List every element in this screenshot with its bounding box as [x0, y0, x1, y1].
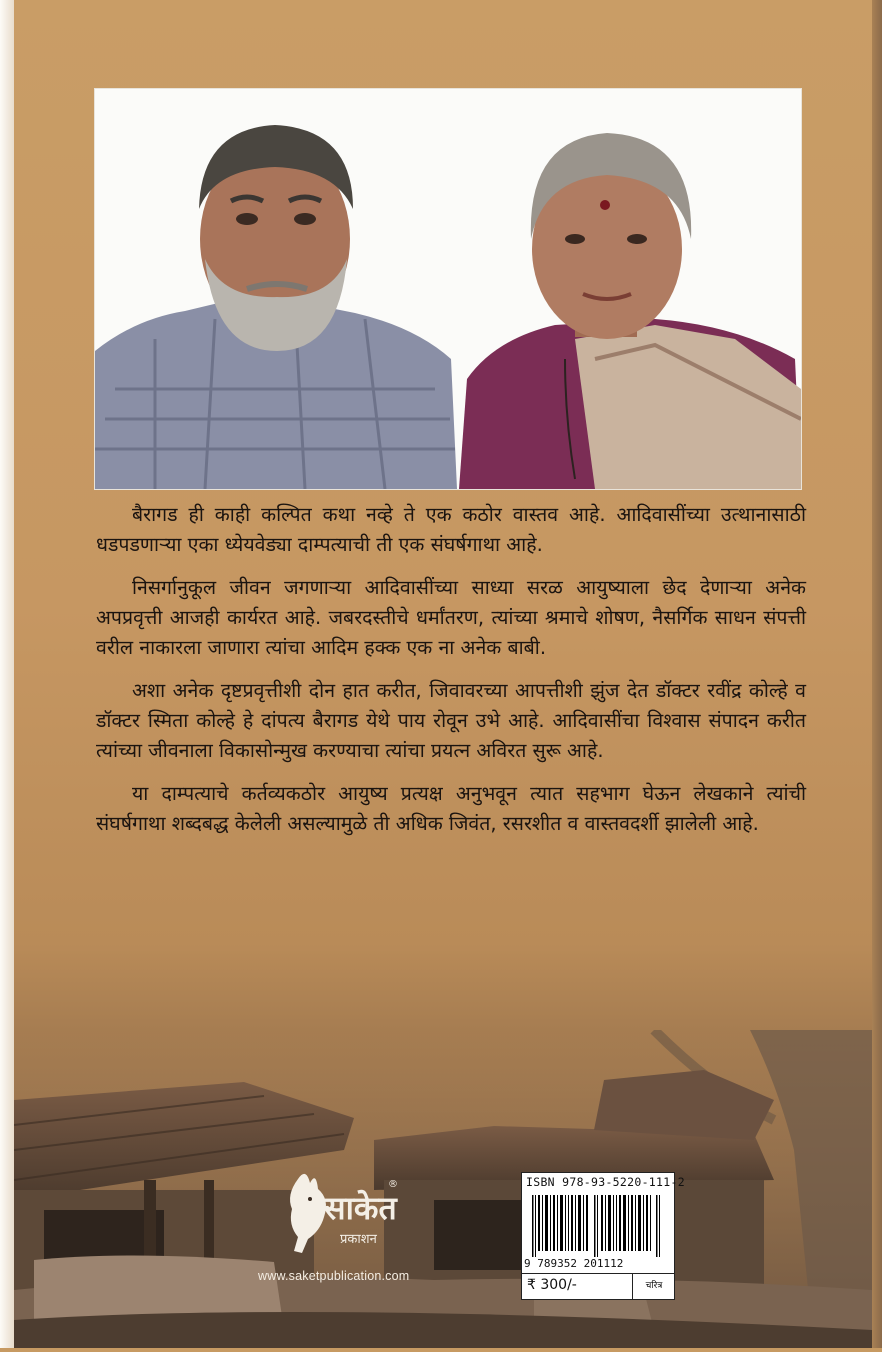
price: ₹ 300/- — [527, 1277, 577, 1293]
barcode-icon — [532, 1195, 664, 1257]
couple-portrait-illustration — [95, 89, 801, 489]
cover-right-edge — [872, 0, 882, 1348]
rabbit-logo-icon — [280, 1165, 400, 1265]
price-row — [522, 1273, 674, 1299]
registered-mark: ® — [388, 1179, 398, 1190]
cover-left-edge — [0, 0, 14, 1348]
blurb-paragraph-1: बैरागड ही काही कल्पित कथा नव्हे ते एक कठोर वास्तव आहे. आदिवासींच्या उत्थानासाठी धडपडणाऱ्या एका ध्येयवेड्या दाम्पत्याची ती एक संघर्षगाथा आहे. — [96, 503, 806, 556]
publisher-logo-text: साकेत — [324, 1189, 397, 1227]
blurb-paragraph-3: अशा अनेक दृष्टप्रवृत्तीशी दोन हात करीत, जिवावरच्या आपत्तीशी झुंज देत डॉक्टर रवींद्र कोल्हे व डॉक्टर स्मिता कोल्हे हे दांपत्य बैरागड येथे पाय रोवून उभे आहे. आदिवासींचा विश्वास संपादन करीत त्यांच्या जीवनाला विकासोन्मुख करण्याचा त्यांचा प्रयत्न अविरत सुरू आहे. — [96, 679, 806, 762]
blurb — [96, 500, 806, 852]
isbn-barcode-panel — [521, 1172, 685, 1300]
village-huts-illustration — [14, 1030, 872, 1348]
village-scene-image — [14, 1030, 872, 1348]
publisher-logo-subtext: प्रकाशन — [340, 1232, 377, 1247]
publisher-logo — [280, 1165, 400, 1265]
blurb-paragraph-2: निसर्गानुकूल जीवन जगणाऱ्या आदिवासींच्या साध्या सरळ आयुष्याला छेद देणाऱ्या अनेक अपप्रवृत्ती आजही कार्यरत आहे. जबरदस्तीचे धर्मांतरण, त्यांच्या श्रमाचे शोषण, नैसर्गिक साधन संपत्ती वरील नाकारला जाणारा त्यांचा आदिम हक्क एक ना अनेक बाबी. — [96, 576, 806, 659]
blurb-paragraph-4: या दाम्पत्याचे कर्तव्यकठोर आयुष्य प्रत्यक्ष अनुभवून त्यात सहभाग घेऊन लेखकाने त्यांची संघर्षगाथा शब्दबद्ध केलेली असल्यामुळे ती अधिक जिवंत, रसरशीत व वास्तवदर्शी झालेली आहे. — [96, 782, 806, 835]
barcode-digits: 9 789352 201112 — [524, 1257, 624, 1270]
author-couple-photo — [94, 88, 802, 490]
isbn-label: ISBN 978-93-5220-111-2 — [526, 1175, 685, 1189]
publisher-url[interactable]: www.saketpublication.com — [258, 1269, 410, 1283]
genre-label: चरित्र — [632, 1274, 675, 1299]
